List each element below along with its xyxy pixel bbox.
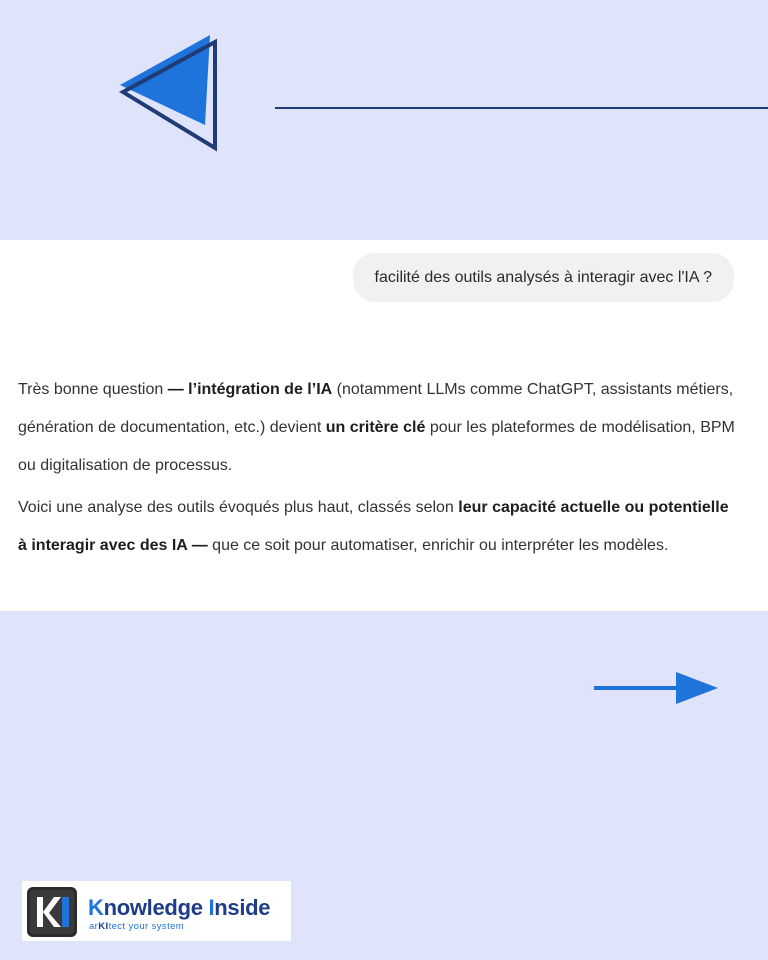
brand-name-k: K (88, 895, 104, 920)
brand-tag-ki: KI (98, 921, 109, 932)
brand-name-rest2: nside (214, 895, 271, 920)
ki-logo-mark-icon (26, 886, 78, 938)
send-arrow-icon (115, 30, 225, 155)
answer-p1-a: Très bonne question (18, 381, 168, 398)
answer-p2-c: que ce soit pour automatiser, enrichir ou interpréter les modèles. (207, 537, 669, 554)
brand-name (88, 895, 270, 921)
brand-name-rest1: nowledge (103, 895, 209, 920)
next-arrow-icon[interactable] (594, 668, 720, 708)
brand-name-i: I (208, 895, 215, 920)
brand-tag-a: ar (89, 921, 99, 932)
brand-tag-b: tect your system (108, 921, 185, 932)
top-divider-line (275, 107, 768, 109)
answer-p2-b: leur capacité actuelle ou potentielle à interagir avec des IA — (18, 499, 729, 554)
answer-p2-a: Voici une analyse des outils évoqués plus haut, classés selon (18, 499, 459, 516)
answer-p1-e: pour les plateformes de modélisation, BPM ou digitalisation de processus. (18, 419, 735, 474)
answer-paragraph-1 (18, 371, 738, 485)
answer-p1-d: un critère clé (325, 419, 426, 436)
answer-p1-b: — l’intégration de l’IA (167, 381, 333, 398)
assistant-answer (18, 371, 738, 569)
answer-paragraph-2 (18, 489, 738, 565)
answer-p1-c: (notamment LLMs comme ChatGPT, assistants métiers, génération de documentation, etc.) devient (18, 381, 734, 436)
chat-panel (0, 240, 768, 611)
knowledge-inside-logo (22, 881, 291, 941)
brand-tagline (89, 921, 184, 932)
user-message-bubble: facilité des outils analysés à interagir avec l'IA ? (353, 253, 734, 302)
